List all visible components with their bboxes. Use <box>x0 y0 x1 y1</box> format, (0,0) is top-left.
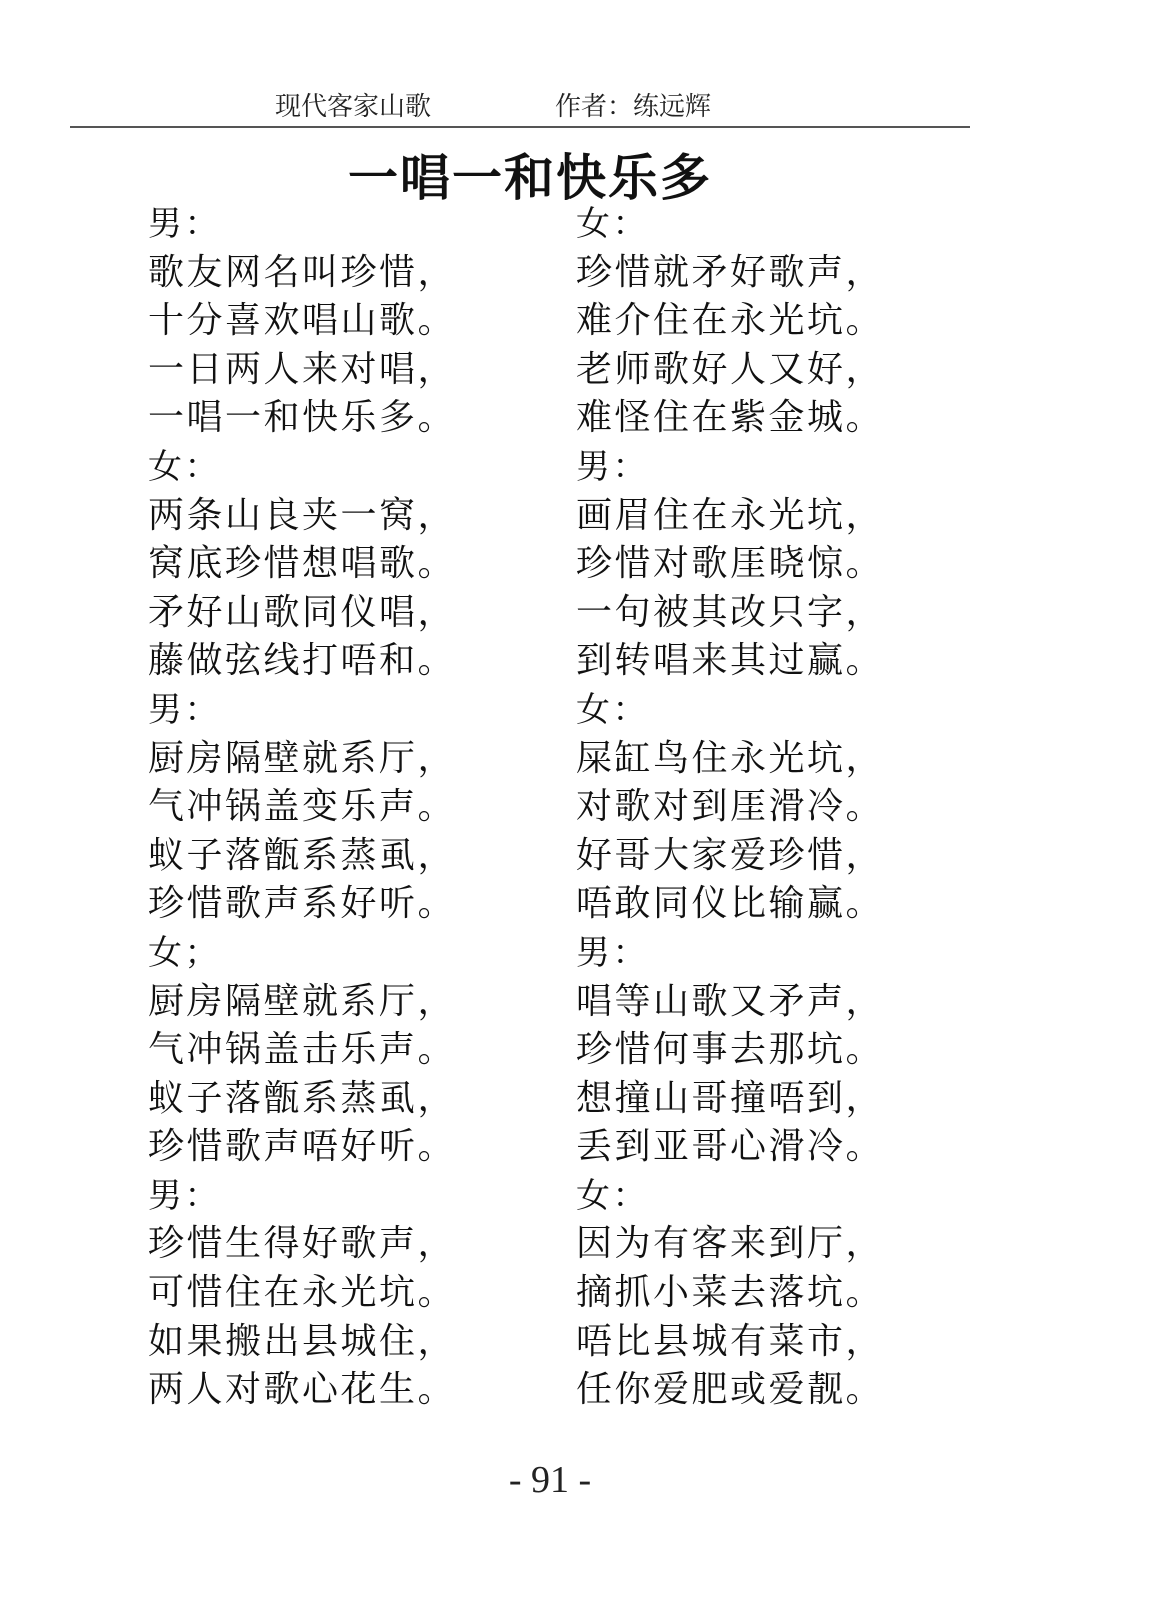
poem-title: 一唱一和快乐多 <box>348 149 712 207</box>
verse-line: 对歌对到厓滑冷。 <box>576 786 885 828</box>
book-title: 现代客家山歌 <box>275 92 432 122</box>
verse-line: 气冲锅盖变乐声。 <box>148 786 457 828</box>
verse-line: 厨房隔壁就系厅， <box>148 737 457 779</box>
right-column <box>576 200 884 1415</box>
verse-line: 丢到亚哥心滑冷。 <box>576 1126 885 1168</box>
verse-line: 画眉住在永光坑， <box>576 494 885 536</box>
verse-line: 藤做弦线打唔和。 <box>148 640 457 682</box>
verse-line: 珍惜生得好歌声， <box>148 1223 457 1265</box>
page-number: - 91 - <box>508 1459 592 1501</box>
verse-line: 因为有客来到厅， <box>576 1223 885 1265</box>
speaker-label: 女； <box>148 932 221 973</box>
verse-line: 两人对歌心花生。 <box>148 1369 457 1411</box>
speaker-label: 女： <box>576 204 649 244</box>
verse-line: 十分喜欢唱山歌。 <box>148 300 457 342</box>
verse-line: 厨房隔壁就系厅， <box>148 980 457 1022</box>
verse-line: 一日两人来对唱， <box>148 348 457 390</box>
verse-line: 气冲锅盖击乐声。 <box>148 1029 457 1071</box>
speaker-label: 男： <box>148 1175 221 1216</box>
verse-line: 到转唱来其过赢。 <box>576 640 885 682</box>
author-credit: 作者：练远辉 <box>555 92 712 122</box>
speaker-label: 女： <box>576 689 649 730</box>
verse-line: 珍惜歌声系好听。 <box>148 883 457 925</box>
verse-line: 好哥大家爱珍惜， <box>576 834 885 876</box>
verse-line: 唔敢同仪比输赢。 <box>576 883 885 925</box>
verse-line: 任你爱肥或爱靓。 <box>576 1369 885 1411</box>
verse-line: 珍惜何事去那坑。 <box>576 1029 885 1071</box>
verse-line: 蚁子落甑系蒸虱， <box>148 834 457 876</box>
verse-line: 屎缸鸟住永光坑， <box>576 737 885 779</box>
verse-line: 如果搬出县城住， <box>148 1320 457 1362</box>
speaker-label: 男： <box>576 932 649 973</box>
verse-line: 矛好山歌同仪唱， <box>148 591 457 633</box>
verse-line: 珍惜对歌厓晓惊。 <box>576 543 885 585</box>
verse-line: 珍惜歌声唔好听。 <box>148 1126 457 1168</box>
verse-line: 难介住在永光坑。 <box>576 300 885 342</box>
left-column <box>148 200 456 1415</box>
verse-line: 歌友网名叫珍惜， <box>148 251 457 293</box>
speaker-label: 女： <box>148 446 221 487</box>
page-header <box>70 86 970 128</box>
verse-line: 唔比县城有菜市， <box>576 1320 885 1362</box>
verse-line: 两条山良夹一窝， <box>148 494 457 536</box>
verse-line: 窝底珍惜想唱歌。 <box>148 543 457 585</box>
speaker-label: 女： <box>576 1175 649 1216</box>
speaker-label: 男： <box>148 689 221 730</box>
verse-line: 摘抓小菜去落坑。 <box>576 1272 885 1314</box>
verse-line: 一句被其改只字， <box>576 591 885 633</box>
verse-line: 一唱一和快乐多。 <box>148 397 457 439</box>
speaker-label: 男： <box>576 446 649 487</box>
speaker-label: 男： <box>148 204 221 244</box>
verse-line: 珍惜就矛好歌声， <box>576 251 885 293</box>
verse-line: 难怪住在紫金城。 <box>576 397 885 439</box>
verse-line: 老师歌好人又好， <box>576 348 885 390</box>
verse-line: 蚁子落甑系蒸虱， <box>148 1077 457 1119</box>
verse-line: 唱等山歌又矛声， <box>576 980 885 1022</box>
verse-line: 想撞山哥撞唔到， <box>576 1077 885 1119</box>
verse-line: 可惜住在永光坑。 <box>148 1272 457 1314</box>
